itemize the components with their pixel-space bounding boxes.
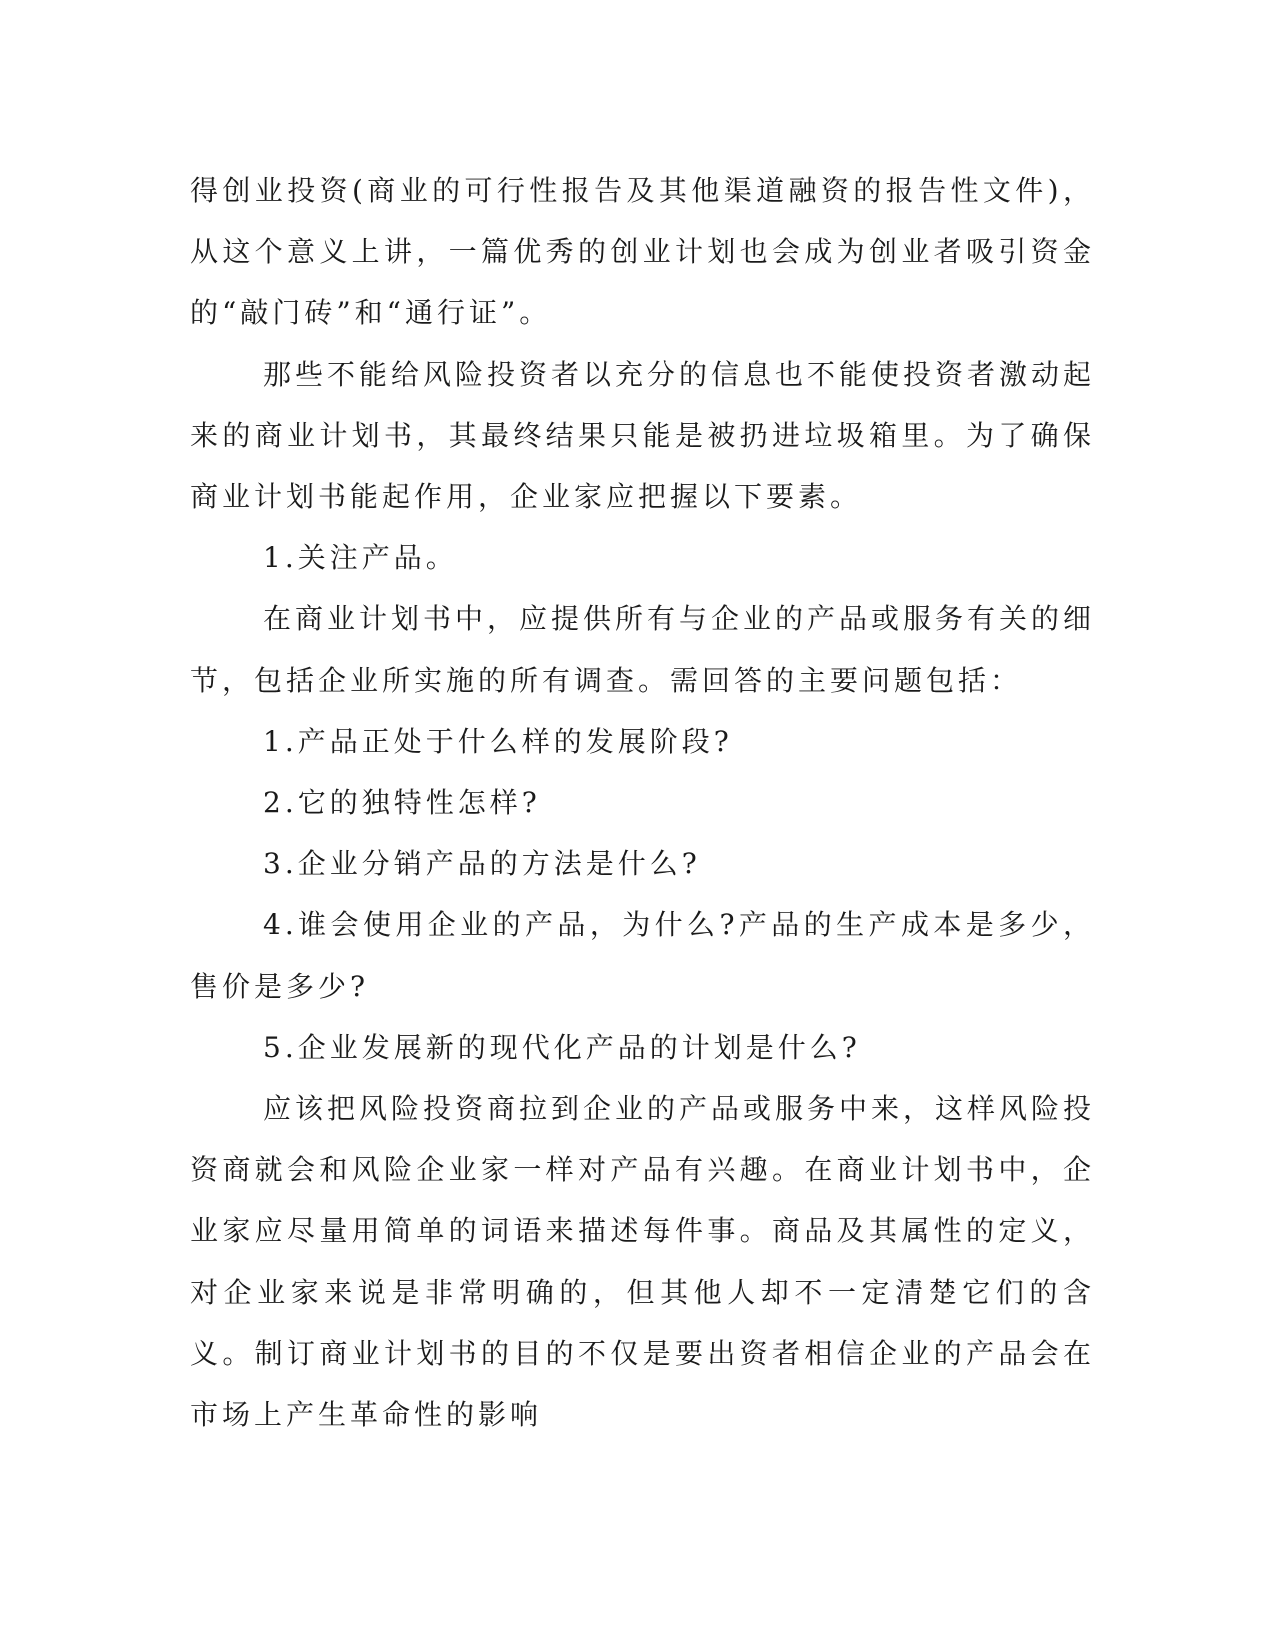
list-item-question-3: 3.企业分销产品的方法是什么? <box>263 847 701 881</box>
paragraph-continuation: 得创业投资(商业的可行性报告及其他渠道融资的报告性文件)，从这个意义上讲，一篇优秀的创业计划也会成为创业者吸引资金的“敲门砖”和“通行证”。 <box>190 174 1095 330</box>
paragraph-attract-investors: 应该把风险投资商拉到企业的产品或服务中来，这样风险投资商就会和风险企业家一样对产品有兴趣。在商业计划书中，企业家应尽量用简单的词语来描述每件事。商品及其属性的定义，对企业家来说是非常明确的，但其他人却不一定清楚它们的含义。制订商业计划书的目的不仅是要出资者相信企业的产品会在市场上产生革命性的影响 <box>190 1092 1096 1432</box>
list-item-question-4: 4.谁会使用企业的产品，为什么?产品的生产成本是多少，售价是多少? <box>190 908 1095 1003</box>
list-item-question-1: 1.产品正处于什么样的发展阶段? <box>263 724 733 758</box>
list-item-question-5: 5.企业发展新的现代化产品的计划是什么? <box>263 1030 861 1064</box>
paragraph-risk-investors: 那些不能给风险投资者以充分的信息也不能使投资者激动起来的商业计划书，其最终结果只能是被扔进垃圾箱里。为了确保商业计划书能起作用，企业家应把握以下要素。 <box>190 357 1096 514</box>
document-body <box>190 160 1095 1445</box>
section-heading-product: 1.关注产品。 <box>263 541 458 575</box>
paragraph-product-details: 在商业计划书中，应提供所有与企业的产品或服务有关的细节，包括企业所实施的所有调查。需回答的主要问题包括： <box>190 602 1096 697</box>
list-item-question-2: 2.它的独特性怎样? <box>263 786 541 820</box>
